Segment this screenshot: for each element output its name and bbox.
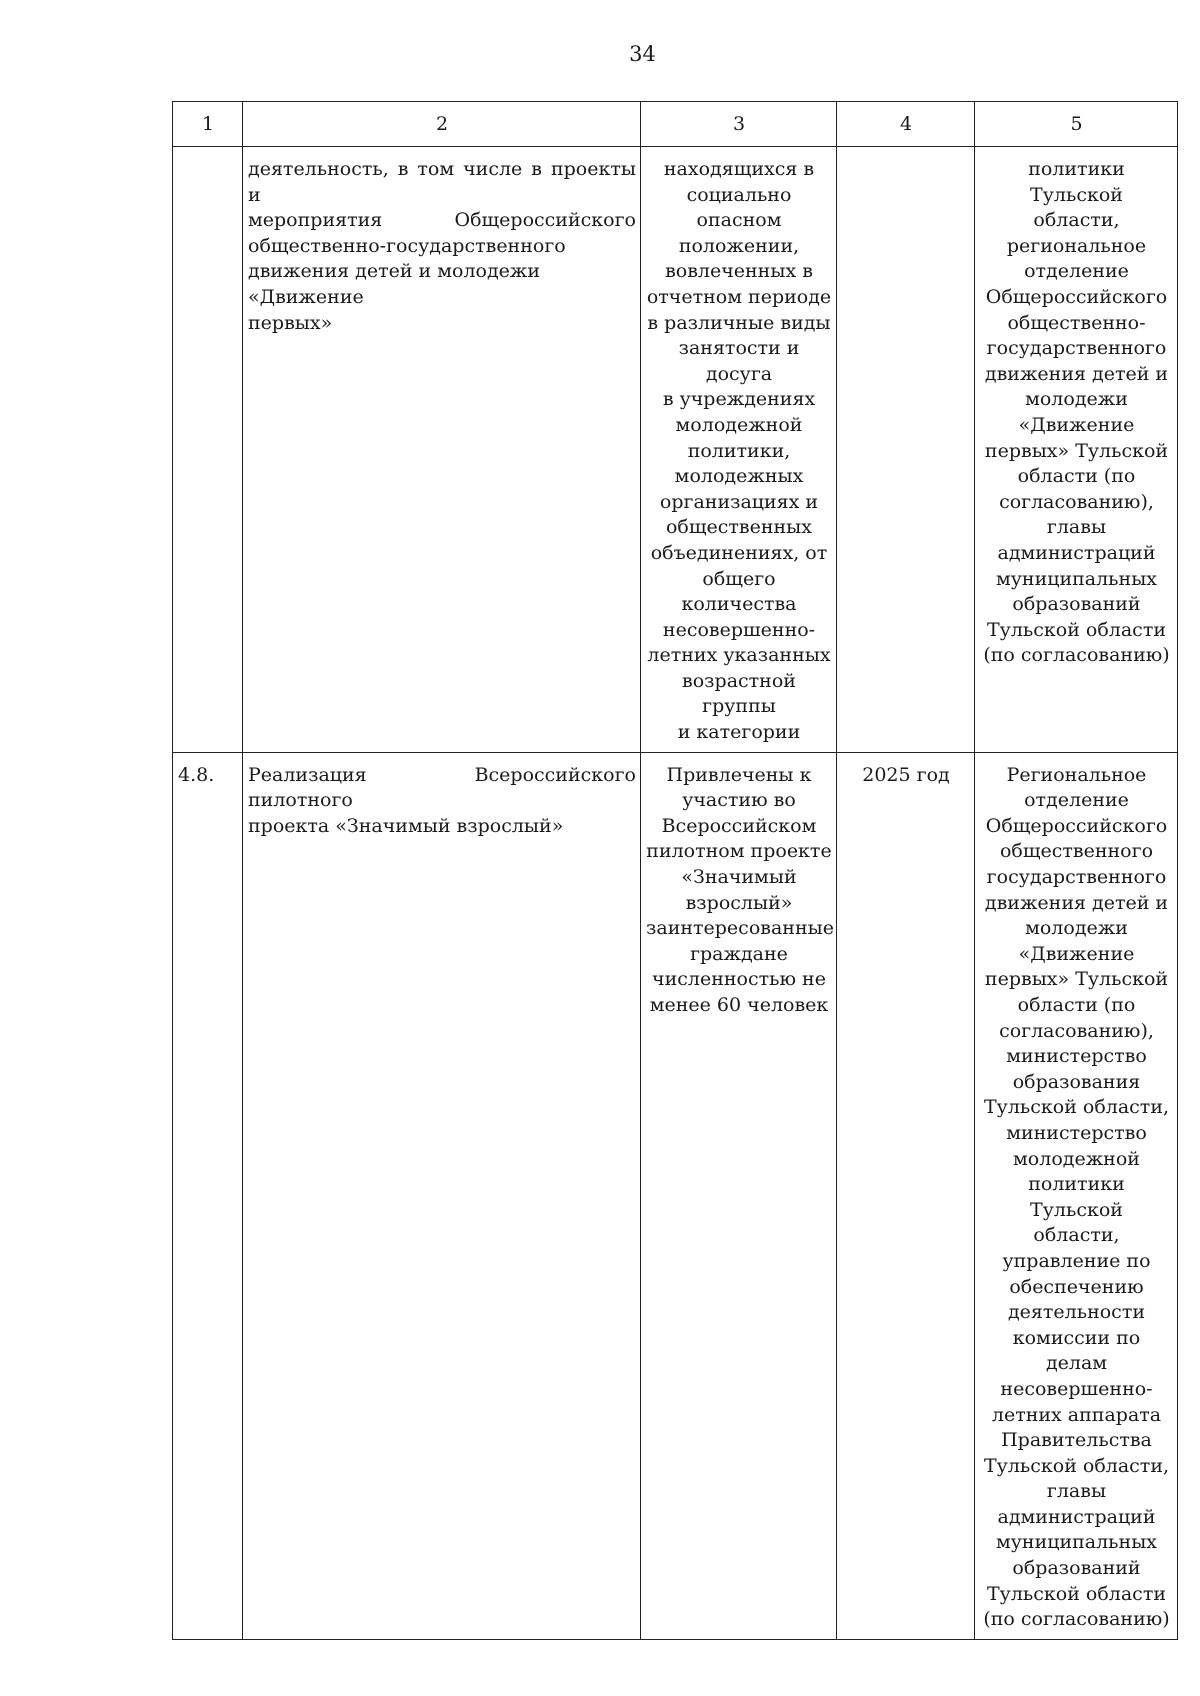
cell-text-line: вовлеченных в	[665, 260, 813, 283]
cell-text-line: молодежи	[1025, 388, 1128, 411]
cell-responsible	[975, 752, 1178, 1639]
cell-text-line: участию во	[682, 789, 796, 812]
column-header-activity: 2	[243, 102, 641, 147]
cell-text-line: (по согласованию)	[983, 644, 1170, 667]
cell-text-line: согласованию),	[999, 490, 1154, 513]
cell-term: 2025 год	[837, 752, 975, 1639]
cell-text-line: «Движение	[1018, 942, 1135, 965]
cell-text-line: региональное	[1006, 234, 1147, 257]
cell-text-line: главы	[1046, 516, 1107, 539]
cell-text-line: возрастной группы	[682, 669, 796, 718]
cell-text-line: деятельности	[1007, 1301, 1146, 1324]
cell-text-line: Тульской области,	[983, 1096, 1170, 1119]
cell-text-line: министерство	[1006, 1045, 1147, 1068]
cell-text-line: политики,	[687, 439, 791, 462]
column-header-term: 4	[837, 102, 975, 147]
cell-text-line: находящихся в	[663, 158, 815, 180]
cell-text-line: области (по	[1017, 465, 1136, 488]
cell-text-line: администраций	[997, 541, 1156, 564]
cell-text-line: деятельность, в том числе в проекты и	[248, 158, 636, 206]
cell-text-line: численностью не	[652, 968, 826, 991]
cell-number	[173, 147, 243, 753]
cell-text-line: Привлечены к	[666, 763, 812, 786]
cell-text-line: молодежной	[675, 413, 803, 436]
cell-text-line: общественных	[665, 516, 813, 539]
cell-text-line: муниципальных	[995, 1531, 1158, 1554]
cell-term	[837, 147, 975, 753]
cell-text-line: несовершенно-	[662, 618, 816, 641]
cell-activity	[243, 147, 641, 753]
cell-text-line: занятости и досуга	[678, 337, 800, 385]
cell-text-line: социально	[686, 183, 792, 206]
cell-responsible	[975, 147, 1178, 753]
cell-text-line: Всероссийском	[661, 814, 817, 837]
cell-text-line: опасном	[696, 209, 782, 232]
cell-text-line: Тульской области,	[983, 1454, 1170, 1477]
cell-text-line: отчетном периоде	[646, 285, 832, 308]
cell-text-line: главы	[1046, 1480, 1107, 1503]
cell-text-line: политики Тульской	[1028, 158, 1125, 206]
cell-text-line: движения детей и	[984, 891, 1169, 914]
column-header-number: 1	[173, 102, 243, 147]
cell-text-line: (по согласованию)	[983, 1608, 1170, 1631]
cell-text-line: отделение	[1024, 260, 1129, 283]
cell-text-line: отделение	[1024, 789, 1129, 812]
table-header-row	[173, 102, 1178, 147]
cell-text-line: общественно-	[1007, 311, 1146, 334]
cell-text-line: летних указанных	[647, 644, 831, 667]
cell-text-line: политики Тульской	[1028, 1173, 1125, 1221]
cell-text-line: комиссии по делам	[1012, 1326, 1141, 1375]
cell-text-line: молодежи	[1025, 917, 1128, 940]
cell-text-line: первых»	[248, 311, 333, 334]
cell-text-line: в различные виды	[647, 311, 831, 334]
cell-text-line: в учреждениях	[662, 388, 816, 411]
cell-text-line: граждане	[690, 942, 788, 965]
cell-result	[641, 147, 837, 753]
cell-text-line: Тульской области	[986, 1582, 1166, 1605]
cell-text-line: согласованию),	[999, 1019, 1154, 1042]
cell-text-line: муниципальных	[995, 567, 1158, 590]
cell-text-line: государственного	[986, 337, 1167, 360]
cell-text-line: летних аппарата	[991, 1403, 1162, 1426]
table-row	[173, 752, 1178, 1639]
cell-text-line: Общероссийского	[985, 814, 1168, 837]
cell-text-line: «Значимый	[681, 866, 797, 889]
cell-text-line: администраций	[997, 1505, 1156, 1528]
column-header-responsible: 5	[975, 102, 1178, 147]
cell-text-line: управление по	[1002, 1249, 1151, 1272]
cell-text-line: проекта «Значимый взрослый»	[248, 814, 564, 837]
table-row	[173, 147, 1178, 753]
cell-text-line: заинтересованные	[646, 917, 834, 940]
cell-text-line: Региональное	[1006, 763, 1147, 786]
cell-text-line: Тульской области	[986, 618, 1166, 641]
cell-text-line: государственного	[986, 866, 1167, 889]
cell-number: 4.8.	[173, 752, 243, 1639]
cell-text-line: обеспечению	[1009, 1275, 1144, 1298]
cell-text-line: движения детей и молодежи «Движение	[248, 260, 541, 308]
cell-text-line: молодежной	[1013, 1147, 1140, 1170]
cell-text-line: мероприятия Общероссийского	[248, 209, 636, 232]
page-number: 34	[629, 42, 656, 66]
cell-text-line: первых» Тульской	[984, 439, 1169, 462]
cell-activity	[243, 752, 641, 1639]
cell-text-line: общественного	[999, 840, 1154, 863]
cell-text-line: министерство	[1006, 1121, 1147, 1144]
cell-text-line: области,	[1033, 209, 1120, 232]
cell-result	[641, 752, 837, 1639]
measures-table	[172, 101, 1178, 1640]
column-header-result: 3	[641, 102, 837, 147]
cell-text-line: общего количества	[681, 567, 797, 616]
cell-text-line: области,	[1033, 1224, 1120, 1247]
cell-text-line: молодежных	[674, 465, 804, 488]
cell-text-line: движения детей и	[984, 362, 1169, 385]
cell-text-line: несовершенно-	[1000, 1377, 1153, 1400]
cell-text-line: Реализация Всероссийского пилотного	[248, 763, 636, 812]
cell-text-line: пилотном проекте	[646, 840, 832, 863]
cell-text-line: взрослый»	[685, 891, 793, 914]
cell-text-line: Общероссийского	[985, 285, 1168, 308]
cell-text-line: образований	[1012, 1557, 1141, 1580]
cell-text-line: образования	[1012, 1070, 1141, 1093]
cell-text-line: и категории	[677, 721, 801, 744]
cell-text-line: положении,	[678, 234, 800, 257]
cell-text-line: первых» Тульской	[984, 968, 1169, 991]
cell-text-line: Правительства	[1001, 1429, 1152, 1452]
cell-text-line: объединениях, от	[650, 541, 828, 564]
cell-text-line: «Движение	[1018, 413, 1135, 436]
cell-text-line: области (по	[1017, 994, 1136, 1016]
cell-text-line: образований	[1012, 593, 1141, 616]
cell-text-line: менее 60 человек	[649, 994, 829, 1016]
cell-text-line: общественно-государственного	[248, 234, 566, 257]
cell-text-line: организациях и	[659, 490, 819, 513]
